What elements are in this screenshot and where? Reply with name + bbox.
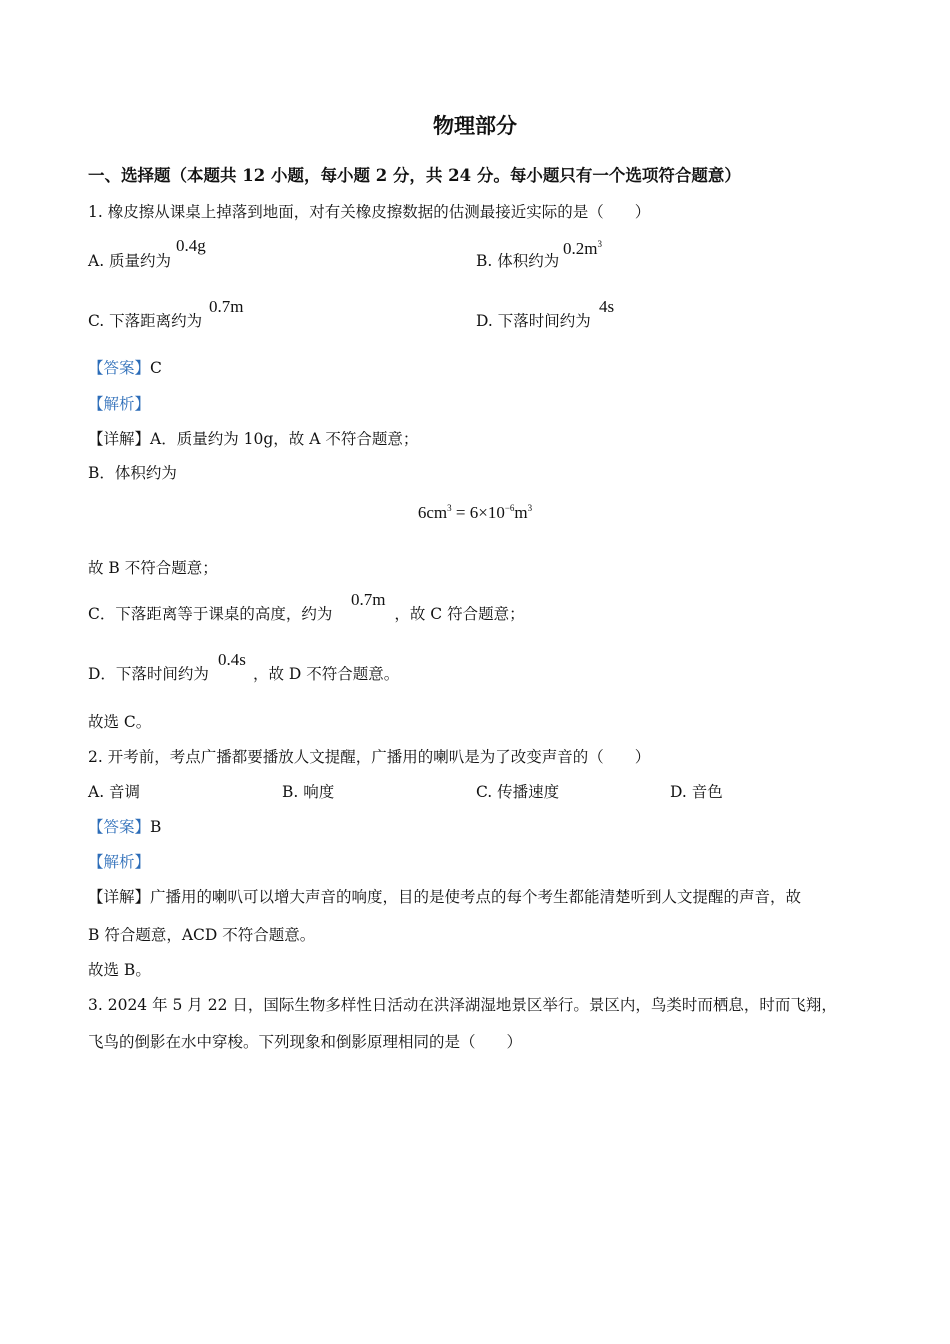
q2-option-c: C. 传播速度 xyxy=(476,783,560,801)
q1-detail-d: D．下落时间约为 ，故 D 不符合题意。 xyxy=(88,665,400,683)
q1-analysis-tag: 【解析】 xyxy=(88,395,151,413)
q1-option-d-label: D. 下落时间约为 xyxy=(476,312,591,330)
q2-answer: 【答案】B xyxy=(88,818,162,836)
page-title: 物理部分 xyxy=(433,113,517,138)
q2-detail-1: 【详解】广播用的喇叭可以增大声音的响度，目的是使考点的每个考生都能清楚听到人文提醒的声音，故 xyxy=(88,888,802,906)
q2-conclusion: 故选 B。 xyxy=(88,961,151,979)
section-heading: 一、选择题（本题共 12 小题，每小题 2 分，共 24 分。每小题只有一个选项符合题意） xyxy=(88,166,741,185)
q1-option-b-value: $0.2m^3$ xyxy=(563,239,602,258)
q3-stem-line2: 飞鸟的倒影在水中穿梭。下列现象和倒影原理相同的是（ ） xyxy=(88,1033,523,1051)
q2-stem: 2. 开考前，考点广播都要播放人文提醒，广播用的喇叭是为了改变声音的（ ） xyxy=(88,748,651,766)
q1-option-c-label: C. 下落距离约为 xyxy=(88,312,203,330)
q3-stem-line1: 3. 2024 年 5 月 22 日，国际生物多样性日活动在洪泽湖湿地景区举行。景区内，鸟类时而栖息，时而飞翔， xyxy=(88,996,837,1014)
q2-option-a: A. 音调 xyxy=(88,783,141,801)
q1-detail-b: B．体积约为 xyxy=(88,464,177,482)
q1-formula: $6cm^3 = 6\times 10^{-6}m^3$ xyxy=(417,503,533,522)
q2-option-d: D. 音色 xyxy=(670,783,723,801)
q1-detail-c: C．下落距离等于课桌的高度，约为 ，故 C 符合题意； xyxy=(88,605,525,623)
q1-option-b-label: B. 体积约为 xyxy=(476,252,560,270)
q1-option-a-label: A. 质量约为 xyxy=(88,252,172,270)
q2-analysis-tag: 【解析】 xyxy=(88,853,151,871)
q1-conclusion: 故选 C。 xyxy=(88,713,152,731)
q1-detail-a: 【详解】A．质量约为 10g，故 A 不符合题意； xyxy=(88,430,419,448)
q1-detail-b2: 故 B 不符合题意； xyxy=(88,559,218,577)
q1-stem: 1. 橡皮擦从课桌上掉落到地面，对有关橡皮擦数据的估测最接近实际的是（ ） xyxy=(88,203,651,221)
q1-option-c-value: 0.7m xyxy=(209,297,244,316)
q1-answer: 【答案】C xyxy=(88,359,162,377)
q1-option-a-value: 0.4g xyxy=(176,236,206,255)
q2-option-b: B. 响度 xyxy=(282,783,335,801)
q2-detail-2: B 符合题意，ACD 不符合题意。 xyxy=(88,926,316,944)
q1-option-d-value: 4s xyxy=(599,297,615,316)
q1-detail-d-value: 0.4s xyxy=(218,650,246,669)
q1-detail-c-value: 0.7m xyxy=(351,590,386,609)
